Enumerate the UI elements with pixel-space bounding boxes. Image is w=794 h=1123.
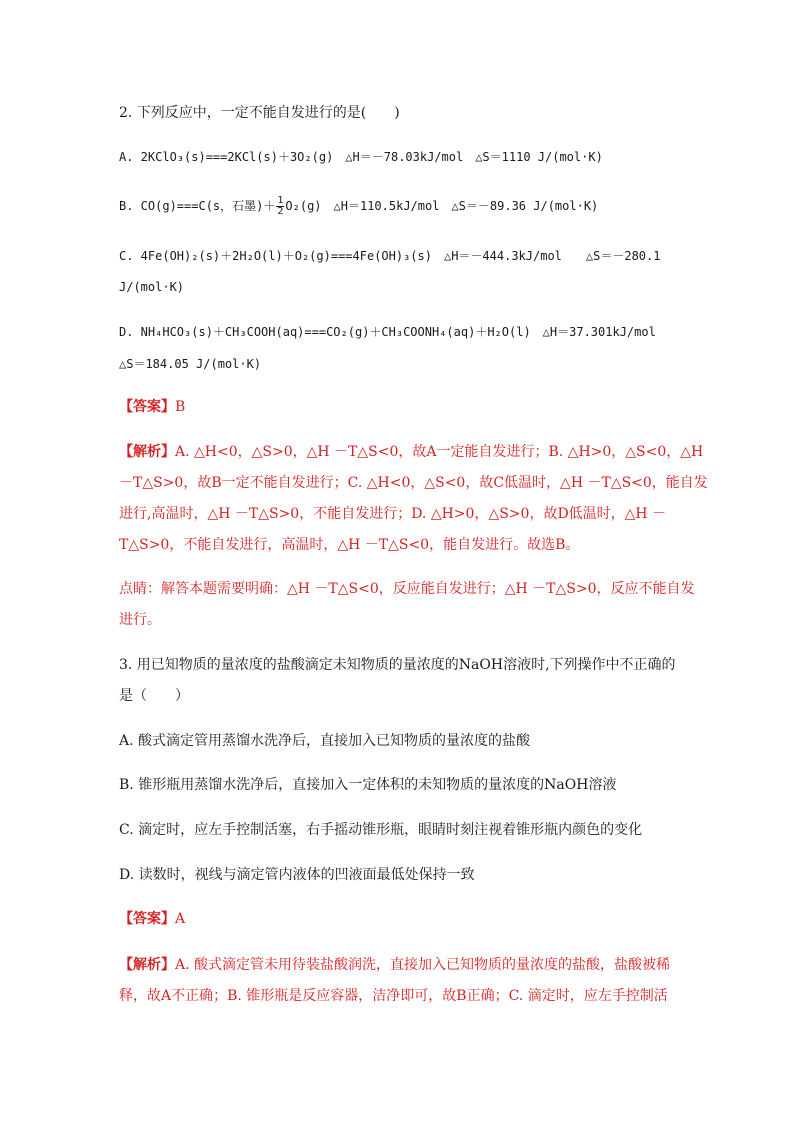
- q2-option-d-line1: D. NH₄HCO₃(s)＋CH₃COOH(aq)===CO₂(g)＋CH₃COONH₄(aq)＋H₂O(l) △H＝37.301kJ/mol: [119, 325, 656, 339]
- q2-explanation-line2: －T△S>0，故B一定不能自发进行；C. △H<0，△S<0，故C低温时，△H －T△S<0，能自发: [119, 475, 708, 491]
- answer-value: A: [175, 911, 186, 927]
- explanation-text: A. △H<0，△S>0，△H －T△S<0，故A一定能自发进行；B. △H>0，△S<0，△H: [175, 444, 704, 460]
- q2-option-a: A. 2KClO₃(s)===2KCl(s)＋3O₂(g) △H＝－78.03kJ/mol △S＝1110 J/(mol·K): [119, 150, 603, 164]
- q2-option-b: [119, 196, 598, 217]
- q2-option-c-line2: J/(mol·K): [119, 280, 185, 294]
- answer-value: B: [175, 399, 186, 415]
- q3-answer: [119, 910, 185, 928]
- q3-option-a: A. 酸式滴定管用蒸馏水洗净后，直接加入已知物质的量浓度的盐酸: [119, 733, 531, 749]
- q3-stem-line1: 3. 用已知物质的量浓度的盐酸滴定未知物质的量浓度的NaOH溶液时,下列操作中不正确的: [119, 657, 676, 673]
- q2-tip-line1: 点睛：解答本题需要明确：△H －T△S<0，反应能自发进行；△H －T△S>0，反应不能自发: [119, 581, 695, 597]
- q3-option-c: C. 滴定时，应左手控制活塞，右手摇动锥形瓶，眼睛时刻注视着锥形瓶内颜色的变化: [119, 822, 643, 838]
- q2-option-c-line1: C. 4Fe(OH)₂(s)＋2H₂O(l)＋O₂(g)===4Fe(OH)₃(s) △H＝－444.3kJ/mol △S＝－280.1: [119, 249, 661, 263]
- q2-tip-line2: 进行。: [119, 612, 161, 628]
- fraction-numerator: 1: [277, 195, 284, 206]
- q3-option-d: D. 读数时，视线与滴定管内液体的凹液面最低处保持一致: [119, 867, 475, 883]
- q3-explanation-line2: 释，故A不正确；B. 锥形瓶是反应容器，洁净即可，故B正确；C. 滴定时，应左手控制活: [119, 988, 668, 1004]
- q2-explanation-line4: T△S>0，不能自发进行，高温时，△H －T△S<0，能自发进行。故选B。: [119, 537, 580, 553]
- q3-option-b: B. 锥形瓶用蒸馏水洗净后，直接加入一定体积的未知物质的量浓度的NaOH溶液: [119, 777, 617, 793]
- q2-option-b-post: O₂(g) △H＝110.5kJ/mol △S＝－89.36 J/(mol·K): [285, 199, 599, 213]
- answer-label: 【答案】: [119, 399, 175, 415]
- explanation-text: A. 酸式滴定管未用待装盐酸润洗，直接加入已知物质的量浓度的盐酸，盐酸被稀: [175, 957, 671, 973]
- q3-stem-line2: 是（ ）: [119, 688, 189, 704]
- q2-explanation-line1: [119, 443, 703, 461]
- half-fraction: [276, 196, 284, 217]
- q3-explanation-line1: [119, 956, 670, 974]
- q2-stem: 2. 下列反应中，一定不能自发进行的是( ): [119, 105, 400, 121]
- explanation-label: 【解析】: [119, 957, 175, 973]
- explanation-label: 【解析】: [119, 444, 175, 460]
- q2-explanation-line3: 进行,高温时，△H －T△S>0，不能自发进行；D. △H>0，△S>0，故D低温时，△H －: [119, 506, 667, 522]
- fraction-denominator: 2: [277, 206, 284, 217]
- q2-option-b-pre: B. CO(g)===C(s，石墨)＋: [119, 199, 276, 213]
- q2-option-d-line2: △S＝184.05 J/(mol·K): [119, 357, 262, 371]
- q2-answer: [119, 398, 185, 416]
- answer-label: 【答案】: [119, 911, 175, 927]
